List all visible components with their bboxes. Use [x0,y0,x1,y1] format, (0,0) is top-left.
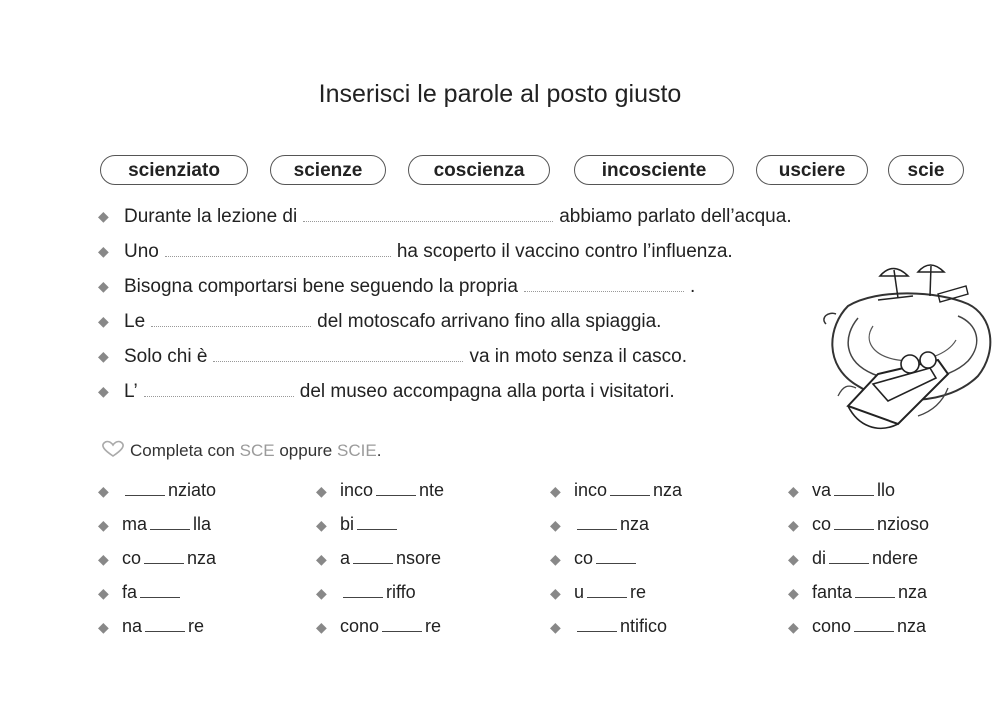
sentence-after: abbiamo parlato dell’acqua. [559,206,792,227]
fill-suffix: nte [419,480,445,500]
instruction-middle: oppure [279,440,333,460]
word-bank-item: scienze [270,155,386,185]
fill-suffix: ndere [872,548,919,568]
fill-prefix: u [574,582,585,602]
diamond-bullet-icon: ◆ [98,383,109,400]
fill-suffix: nziato [168,480,217,500]
fill-blank[interactable] [376,481,416,496]
fill-item [788,480,895,501]
fill-blank[interactable] [150,515,190,530]
diamond-bullet-icon: ◆ [788,482,799,499]
sentence-row [98,273,695,303]
sentence-row [98,343,687,373]
fill-suffix: nza [897,616,927,636]
diamond-bullet-icon: ◆ [316,618,327,635]
fill-blank[interactable] [382,617,422,632]
diamond-bullet-icon: ◆ [788,618,799,635]
sentence-row [98,203,792,233]
sentence-after: . [689,276,696,297]
fill-item [550,616,667,637]
fill-suffix: nza [653,480,683,500]
fill-item [316,548,441,569]
diamond-bullet-icon: ◆ [98,516,109,533]
sentence-before: L’ [124,381,138,402]
fill-blank[interactable] [357,515,397,530]
fill-item [550,514,649,535]
fill-suffix: nza [187,548,217,568]
fill-in-grid [98,480,978,650]
fill-prefix: di [812,548,827,568]
sentence-after: va in moto senza il casco. [469,346,687,367]
fill-item [98,616,204,637]
fill-prefix: ma [122,514,148,534]
fill-prefix: na [122,616,143,636]
fill-prefix: co [812,514,832,534]
diamond-bullet-icon: ◆ [98,618,109,635]
diamond-bullet-icon: ◆ [550,482,561,499]
sentence-after: del motoscafo arrivano fino alla spiaggia. [317,311,662,332]
fill-item [98,480,216,501]
diamond-bullet-icon: ◆ [788,516,799,533]
fill-item [316,616,441,637]
diamond-bullet-icon: ◆ [316,482,327,499]
motorboat-illustration [818,256,998,444]
fill-prefix: cono [340,616,380,636]
diamond-bullet-icon: ◆ [316,550,327,567]
diamond-bullet-icon: ◆ [98,243,109,260]
sentence-before: Durante la lezione di [124,206,298,227]
fill-prefix: cono [812,616,852,636]
heart-icon [100,440,130,463]
fill-blank[interactable] [145,617,185,632]
fill-item [316,514,400,535]
fill-suffix: re [630,582,647,602]
diamond-bullet-icon: ◆ [550,516,561,533]
fill-suffix: llo [877,480,896,500]
fill-blank[interactable] [125,481,165,496]
fill-item [550,548,639,569]
fill-suffix: nza [898,582,928,602]
sentence-blank[interactable] [524,273,684,292]
sentence-before: Uno [124,241,159,262]
fill-item [316,582,416,603]
word-bank-item: scienziato [100,155,248,185]
fill-blank[interactable] [140,583,180,598]
diamond-bullet-icon: ◆ [788,584,799,601]
diamond-bullet-icon: ◆ [98,278,109,295]
fill-item [550,480,682,501]
fill-blank[interactable] [144,549,184,564]
fill-item [98,514,211,535]
fill-blank[interactable] [596,549,636,564]
diamond-bullet-icon: ◆ [550,550,561,567]
page-title: Inserisci le parole al posto giusto [318,80,682,108]
fill-prefix: inco [340,480,374,500]
fill-blank[interactable] [610,481,650,496]
fill-blank[interactable] [834,515,874,530]
instruction-prefix: Completa con [130,440,235,460]
sentence-after: del museo accompagna alla porta i visitatori. [299,381,675,402]
sentence-after: ha scoperto il vaccino contro l’influenza. [396,241,733,262]
fill-prefix: a [340,548,351,568]
fill-suffix: re [188,616,205,636]
diamond-bullet-icon: ◆ [98,584,109,601]
instruction-line [100,440,381,463]
sentence-before: Bisogna comportarsi bene seguendo la propria [124,276,518,297]
fill-prefix: va [812,480,832,500]
sentence-before: Solo chi è [124,346,208,367]
fill-blank[interactable] [587,583,627,598]
diamond-bullet-icon: ◆ [788,550,799,567]
fill-prefix: fanta [812,582,853,602]
fill-prefix: bi [340,514,355,534]
diamond-bullet-icon: ◆ [98,313,109,330]
fill-blank[interactable] [577,617,617,632]
sentence-before: Le [124,311,146,332]
fill-item [98,582,183,603]
sentence-blank[interactable] [303,203,553,222]
sentence-row [98,378,675,408]
fill-suffix: ntifico [620,616,668,636]
fill-prefix: fa [122,582,138,602]
fill-suffix: nsore [396,548,442,568]
fill-suffix: re [425,616,442,636]
fill-item [98,548,216,569]
diamond-bullet-icon: ◆ [98,208,109,225]
sentence-blank[interactable] [144,378,294,397]
fill-blank[interactable] [829,549,869,564]
fill-item [788,582,927,603]
diamond-bullet-icon: ◆ [550,618,561,635]
fill-item [788,548,918,569]
fill-blank[interactable] [834,481,874,496]
fill-suffix: nzioso [877,514,930,534]
fill-suffix: lla [193,514,212,534]
word-bank [100,155,980,189]
diamond-bullet-icon: ◆ [98,482,109,499]
fill-blank[interactable] [854,617,894,632]
fill-prefix: co [574,548,594,568]
word-bank-item: scie [888,155,964,185]
fill-blank[interactable] [353,549,393,564]
fill-blank[interactable] [343,583,383,598]
word-bank-item: coscienza [408,155,550,185]
sentence-row [98,308,661,338]
fill-prefix: co [122,548,142,568]
sentence-blank[interactable] [213,343,463,362]
sentence-blank[interactable] [151,308,311,327]
fill-suffix: nza [620,514,650,534]
fill-item [550,582,646,603]
instruction-suffix: . [376,440,382,460]
diamond-bullet-icon: ◆ [98,550,109,567]
word-bank-item: usciere [756,155,868,185]
fill-blank[interactable] [855,583,895,598]
fill-item [316,480,444,501]
sentence-blank[interactable] [165,238,391,257]
fill-suffix: riffo [386,582,416,602]
fill-blank[interactable] [577,515,617,530]
instruction-option-scie: SCIE [337,440,377,460]
diamond-bullet-icon: ◆ [316,584,327,601]
word-bank-item: incosciente [574,155,734,185]
diamond-bullet-icon: ◆ [316,516,327,533]
diamond-bullet-icon: ◆ [98,348,109,365]
fill-prefix: inco [574,480,608,500]
sentence-row [98,238,733,268]
diamond-bullet-icon: ◆ [550,584,561,601]
instruction-option-sce: SCE [239,440,275,460]
fill-item [788,616,926,637]
fill-item [788,514,929,535]
